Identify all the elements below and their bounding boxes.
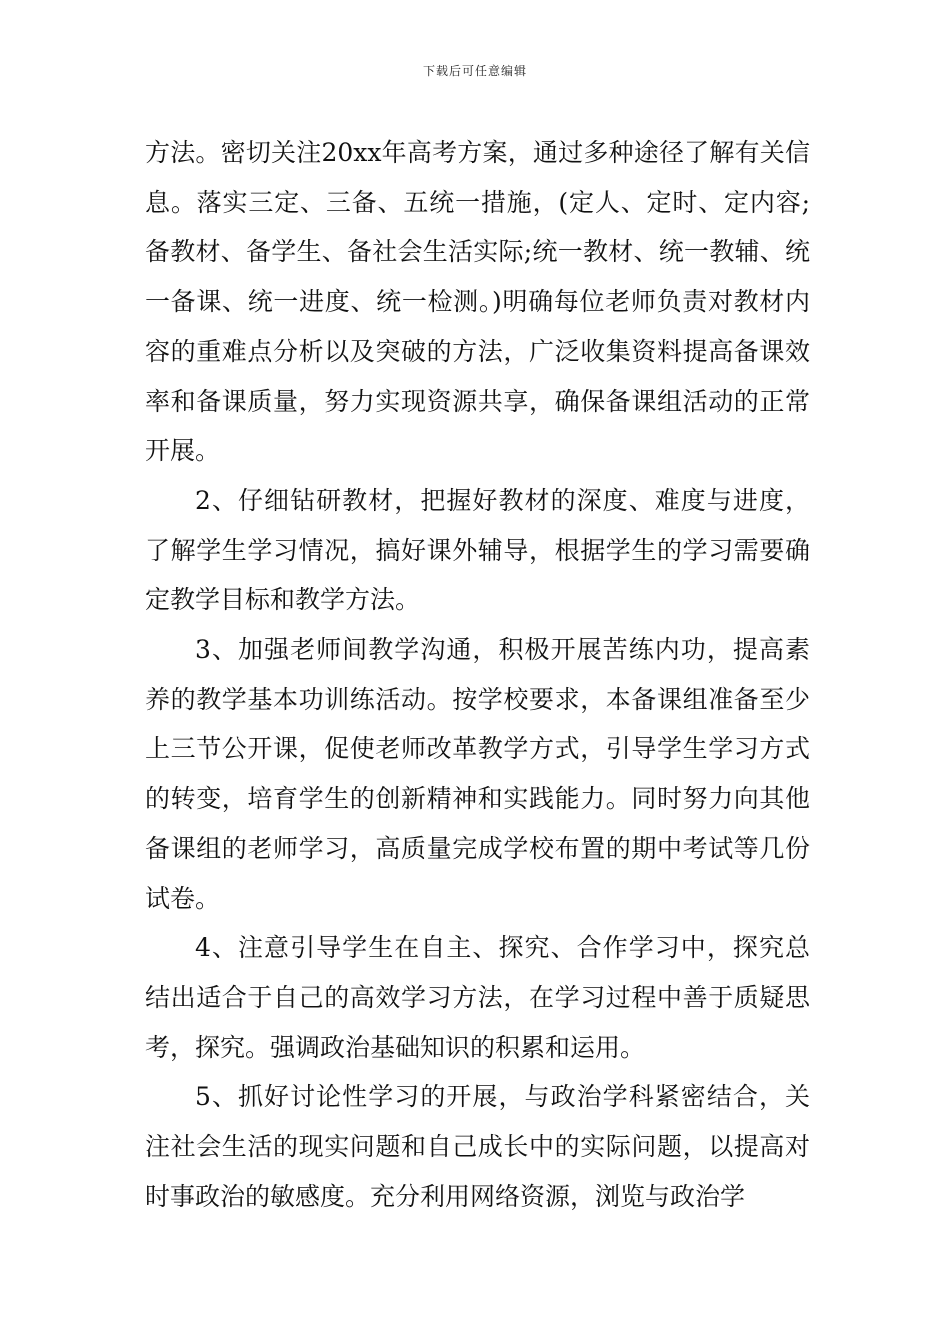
page-header-note: 下载后可任意编辑 <box>422 64 527 78</box>
paragraph-item-5: 5、抓好讨论性学习的开展，与政治学科紧密结合，关注社会生活的现实问题和自己成长中的实际问题，以提高对时事政治的敏感度。充分利用网络资源，浏览与政治学 <box>145 1082 810 1211</box>
document-body <box>145 128 810 1221</box>
paragraph-item-3: 3、加强老师间教学沟通，积极开展苦练内功，提高素养的教学基本功训练活动。按学校要求，本备课组准备至少上三节公开课，促使老师改革教学方式，引导学生学习方式的转变，培育学生的创新精神和实践能力。同时努力向其他备课组的老师学习，高质量完成学校布置的期中考试等几份试卷。 <box>145 635 810 913</box>
paragraph-item-4: 4、注意引导学生在自主、探究、合作学习中，探究总结出适合于自己的高效学习方法，在学习过程中善于质疑思考，探究。强调政治基础知识的积累和运用。 <box>145 933 810 1062</box>
paragraph-item-2: 2、仔细钻研教材，把握好教材的深度、难度与进度，了解学生学习情况，搞好课外辅导，根据学生的学习需要确定教学目标和教学方法。 <box>145 485 810 615</box>
paragraph-continuation: 方法。密切关注20xx年高考方案，通过多种途径了解有关信息。落实三定、三备、五统一措施，(定人、定时、定内容;备教材、备学生、备社会生活实际;统一教材、统一教辅、统一备课、统一进度、统一检测。)明确每位老师负责对教材内容的重难点分析以及突破的方法，广泛收集资料提高备课效率和备课质量，努力实现资源共享，确保备课组活动的正常开展。 <box>145 138 810 466</box>
